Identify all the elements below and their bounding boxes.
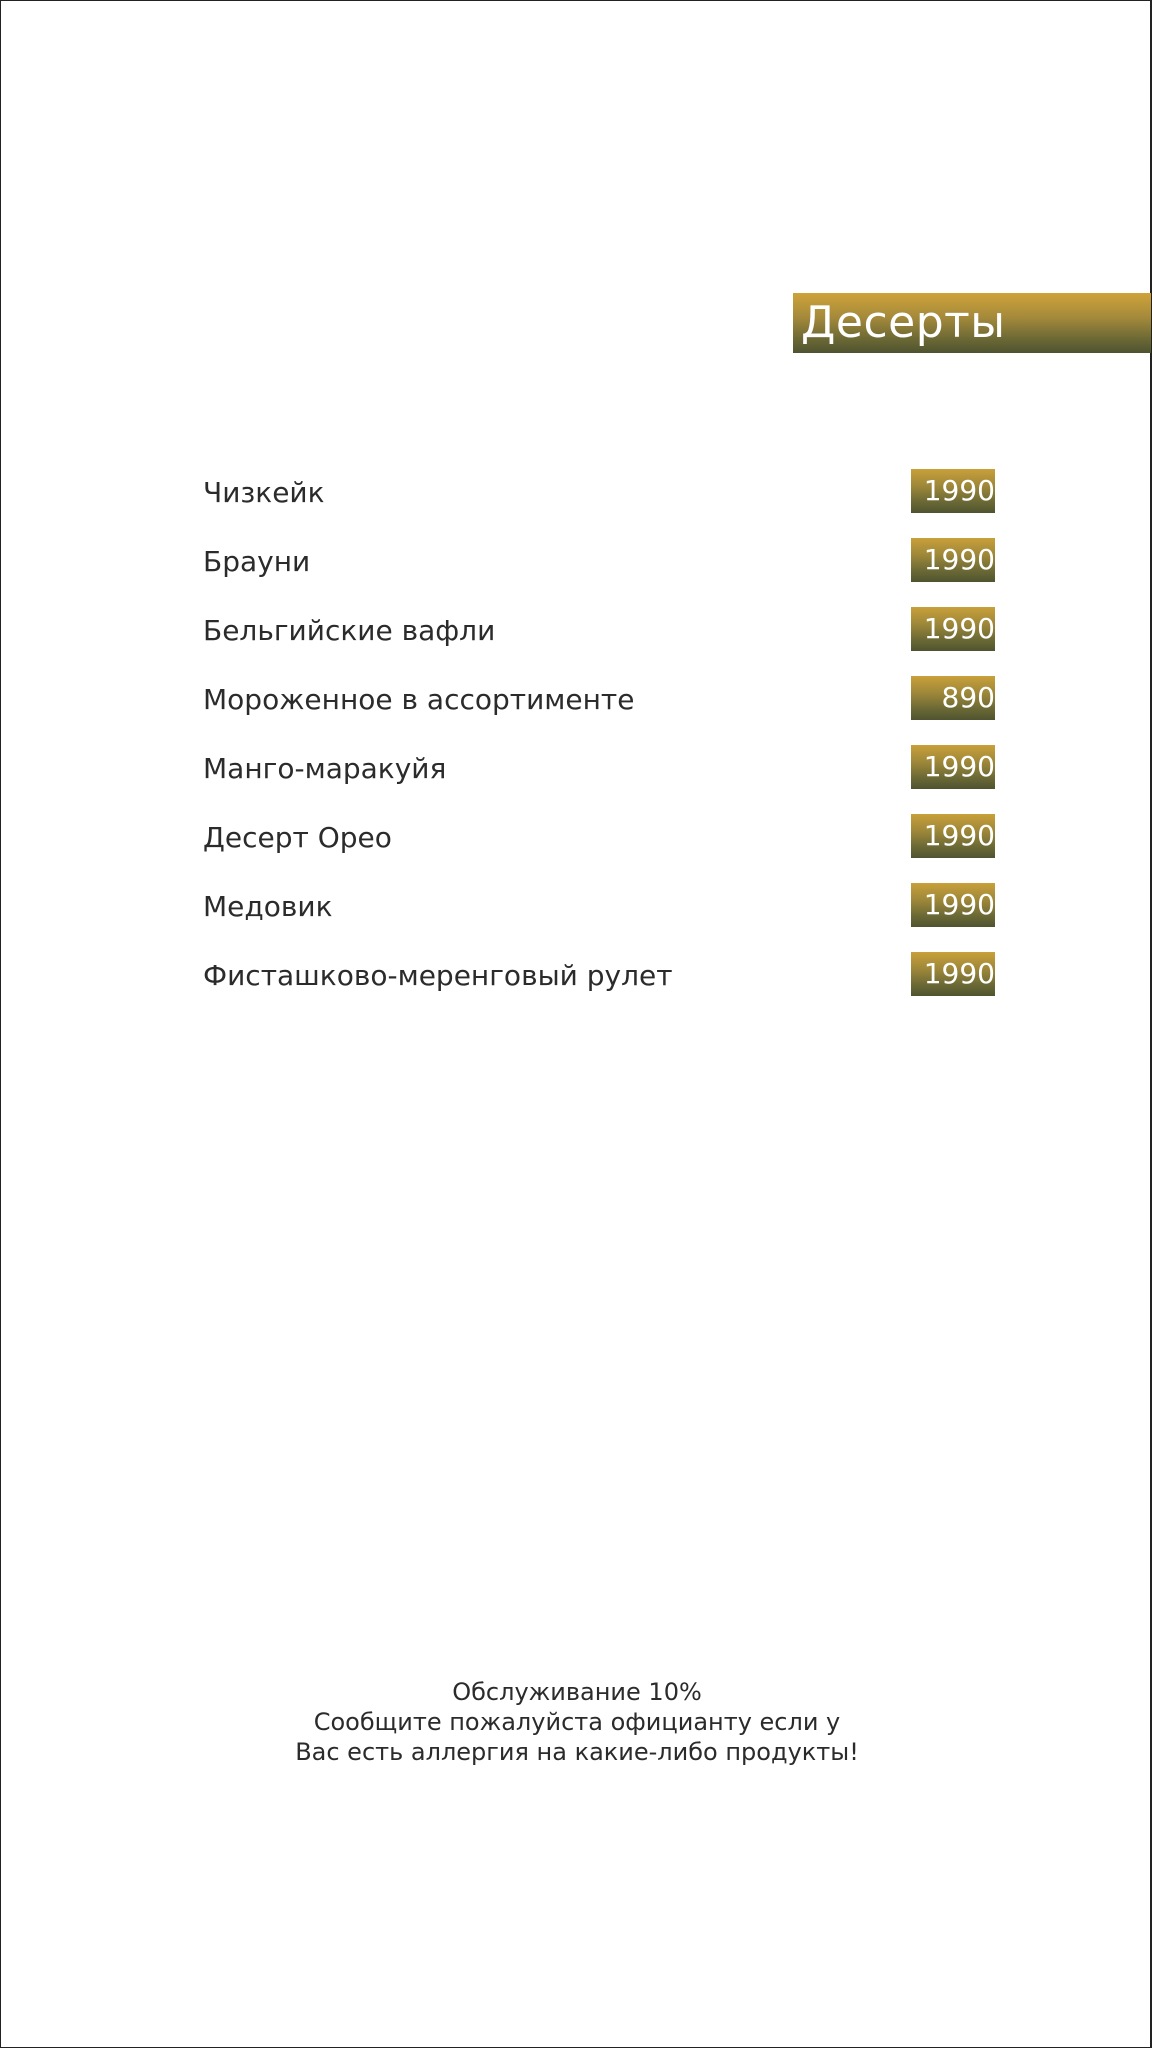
menu-item [1,467,1152,536]
price-tag [911,607,995,651]
allergy-note-line-1: Сообщите пожалуйста официанту если у [313,1708,841,1736]
price-tag [911,745,995,789]
menu-item [1,674,1152,743]
menu-item-name: Фисташково-меренговый рулет [203,959,673,992]
menu-item-price: 1990 [923,612,995,645]
menu-item-name: Манго-маракуйя [203,752,447,785]
menu-item [1,812,1152,881]
menu-item-price: 1990 [923,957,995,990]
menu-item-name: Десерт Орео [203,821,392,854]
menu-item [1,605,1152,674]
menu-item-name: Чизкейк [203,476,325,509]
menu-item-price: 1990 [923,819,995,852]
price-tag [911,676,995,720]
menu-item-price: 1990 [923,888,995,921]
menu-item [1,743,1152,812]
menu-item-price: 1990 [923,543,995,576]
allergy-note-line-2: Вас есть аллергия на какие-либо продукты! [295,1738,859,1766]
menu-item-price: 1990 [923,750,995,783]
price-tag [911,952,995,996]
price-tag [911,814,995,858]
menu-item-name: Медовик [203,890,333,923]
service-charge-note: Обслуживание 10% [452,1678,702,1706]
price-tag [911,883,995,927]
menu-item [1,881,1152,950]
footer-note [1,1677,1152,1767]
menu-item-name: Бельгийские вафли [203,614,496,647]
menu-item-price: 890 [941,681,995,714]
menu-item [1,536,1152,605]
price-tag [911,538,995,582]
section-header-banner [793,293,1151,353]
price-tag [911,469,995,513]
menu-item-name: Брауни [203,545,311,578]
menu-item-name: Мороженное в ассортименте [203,683,635,716]
menu-list [1,467,1152,1019]
section-title: Десерты [801,297,1006,348]
menu-item-price: 1990 [923,474,995,507]
menu-item [1,950,1152,1019]
